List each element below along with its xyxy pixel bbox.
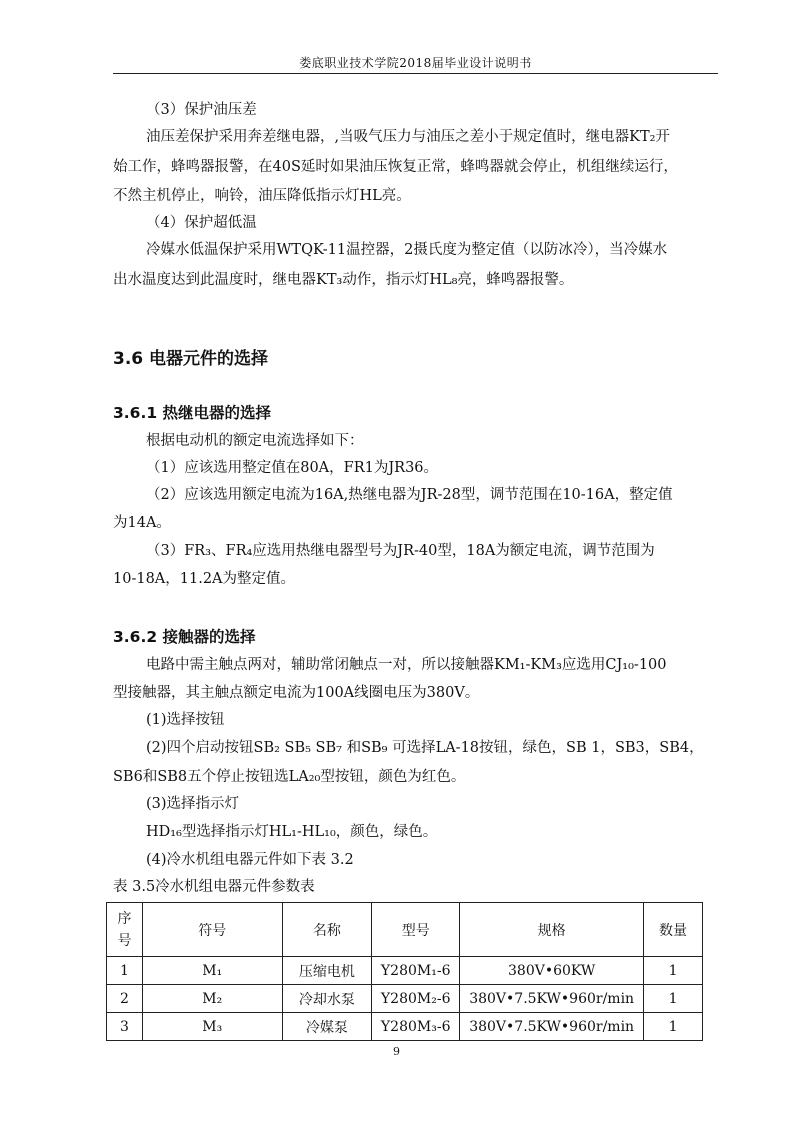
paragraph-line: (2)四个启动按钮SB₂ SB₅ SB₇ 和SB₉ 可选择LA-18按钮，绿色，SB 1，SB3，SB4， bbox=[146, 740, 704, 756]
paragraph-line: （3）FR₃、FR₄应选用热继电器型号为JR-40型，18A为额定电流，调节范围为 bbox=[146, 543, 655, 559]
header-rule bbox=[113, 73, 718, 74]
paragraph-line: 出水温度达到此温度时，继电器KT₃动作，指示灯HL₈亮，蜂鸣器报警。 bbox=[113, 272, 574, 288]
component-parameter-table bbox=[106, 902, 703, 1041]
paragraph-line: 不然主机停止，响铃，油压降低指示灯HL亮。 bbox=[113, 188, 411, 204]
paragraph-line: 油压差保护采用奔差继电器，,当吸气压力与油压之差小于规定值时，继电器KT₂开 bbox=[146, 129, 670, 145]
header-cell-spec: 规格 bbox=[460, 903, 644, 957]
paragraph-line: （2）应该选用额定电流为16A,热继电器为JR-28型，调节范围在10-16A，整定值 bbox=[146, 487, 673, 503]
page-header: 娄底职业技术学院2018届毕业设计说明书 bbox=[299, 56, 532, 70]
paragraph-line: 根据电动机的额定电流选择如下： bbox=[146, 433, 364, 449]
cell-quantity: 1 bbox=[644, 985, 703, 1013]
header-label: 序号 bbox=[117, 910, 132, 949]
cell-spec: 380V•7.5KW•960r/min bbox=[460, 1013, 644, 1041]
cell-symbol: M₃ bbox=[142, 1013, 282, 1041]
cell-quantity: 1 bbox=[644, 957, 703, 985]
paragraph-line: 电路中需主触点两对，辅助常闭触点一对，所以接触器KM₁-KM₃应选用CJ₁₀-100 bbox=[146, 657, 667, 673]
cell-index: 3 bbox=[107, 1013, 143, 1041]
cell-model: Y280M₁-6 bbox=[372, 957, 460, 985]
paragraph-line: 型接触器，其主触点额定电流为100A线圈电压为380V。 bbox=[113, 685, 480, 701]
header-cell-index bbox=[107, 903, 143, 957]
header-cell-model: 型号 bbox=[372, 903, 460, 957]
paragraph-line: 冷媒水低温保护采用WTQK-11温控器，2摄氏度为整定值（以防冰冷），当冷媒水 bbox=[146, 242, 668, 258]
table-header-row bbox=[107, 903, 703, 957]
subsection-heading-oil-pressure: （3）保护油压差 bbox=[146, 102, 257, 118]
section-heading-3-6: 3.6 电器元件的选择 bbox=[113, 349, 269, 369]
paragraph-line: HD₁₆型选择指示灯HL₁-HL₁₀，颜色，绿色。 bbox=[146, 824, 438, 840]
paragraph-line: 10-18A，11.2A为整定值。 bbox=[113, 571, 296, 587]
subsection-heading-low-temp: （4）保护超低温 bbox=[146, 215, 257, 231]
cell-model: Y280M₂-6 bbox=[372, 985, 460, 1013]
cell-quantity: 1 bbox=[644, 1013, 703, 1041]
header-cell-name: 名称 bbox=[282, 903, 372, 957]
table-row bbox=[107, 1013, 703, 1041]
cell-index: 2 bbox=[107, 985, 143, 1013]
table-row bbox=[107, 985, 703, 1013]
cell-name: 压缩电机 bbox=[282, 957, 372, 985]
table-caption: 表 3.5冷水机组电器元件参数表 bbox=[113, 879, 315, 895]
cell-model: Y280M₃-6 bbox=[372, 1013, 460, 1041]
cell-name: 冷却水泵 bbox=[282, 985, 372, 1013]
cell-index: 1 bbox=[107, 957, 143, 985]
cell-symbol: M₂ bbox=[142, 985, 282, 1013]
table-row bbox=[107, 957, 703, 985]
page-number: 9 bbox=[393, 1045, 400, 1058]
paragraph-line: （1）应该选用整定值在80A，FR1为JR36。 bbox=[146, 460, 439, 476]
paragraph-line: SB6和SB8五个停止按钮选LA₂₀型按钮，颜色为红色。 bbox=[113, 769, 466, 785]
header-cell-symbol: 符号 bbox=[142, 903, 282, 957]
paragraph-line: (1)选择按钮 bbox=[146, 712, 225, 728]
paragraph-line: (3)选择指示灯 bbox=[146, 796, 240, 812]
paragraph-line: 为14A。 bbox=[113, 515, 171, 531]
paragraph-line: (4)冷水机组电器元件如下表 3.2 bbox=[146, 852, 354, 868]
header-cell-quantity: 数量 bbox=[644, 903, 703, 957]
section-heading-3-6-1: 3.6.1 热继电器的选择 bbox=[113, 404, 272, 422]
cell-name: 冷媒泵 bbox=[282, 1013, 372, 1041]
section-heading-3-6-2: 3.6.2 接触器的选择 bbox=[113, 628, 256, 646]
cell-spec: 380V•7.5KW•960r/min bbox=[460, 985, 644, 1013]
paragraph-line: 始工作，蜂鸣器报警，在40S延时如果油压恢复正常，蜂鸣器就会停止，机组继续运行， bbox=[113, 159, 678, 175]
cell-symbol: M₁ bbox=[142, 957, 282, 985]
cell-spec: 380V•60KW bbox=[460, 957, 644, 985]
